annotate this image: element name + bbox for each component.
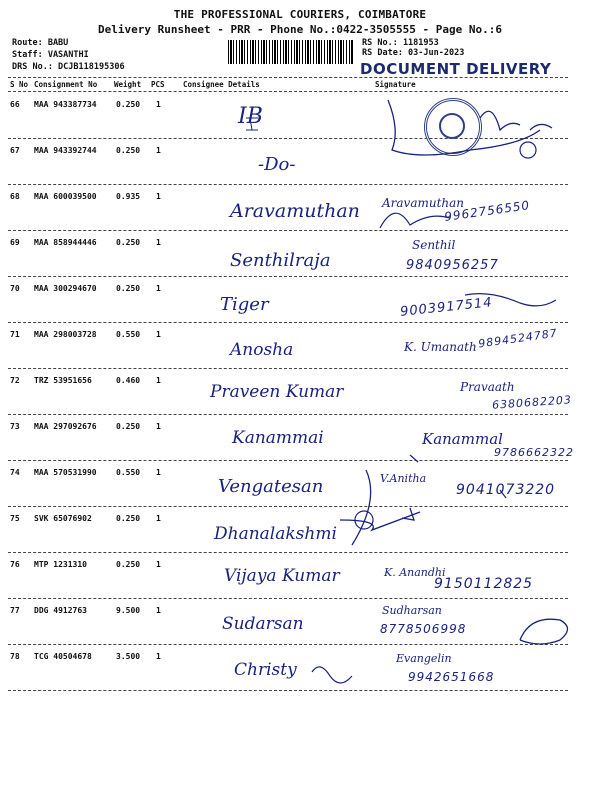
row-pcs: 1 — [156, 514, 161, 523]
initial-mark — [312, 667, 352, 683]
row-consignment: MAA 858944446 — [34, 238, 97, 247]
row-sno: 78 — [10, 652, 20, 661]
row-weight: 0.250 — [116, 514, 141, 523]
row-consignee: Praveen Kumar — [210, 382, 344, 402]
circle-mark — [520, 142, 536, 158]
row-signature: Aravamuthan — [382, 196, 465, 210]
row-sno: 70 — [10, 284, 20, 293]
row-phone: 9786662322 — [494, 446, 574, 459]
row-signature: K. Anandhi — [384, 566, 446, 579]
row-signature: Kanammal — [422, 430, 503, 448]
row-pcs: 1 — [156, 468, 161, 477]
row-consignee: Kanammai — [232, 428, 324, 448]
row-consignee: Anosha — [230, 340, 294, 360]
route-label: Route: BABU — [12, 38, 69, 48]
row-weight: 0.460 — [116, 376, 141, 385]
row-consignee: Aravamuthan — [230, 200, 360, 222]
row-pcs: 1 — [156, 330, 161, 339]
row-sno: 71 — [10, 330, 20, 339]
row-weight: 0.250 — [116, 422, 141, 431]
runsheet-subtitle: Delivery Runsheet - PRR - Phone No.:0422-3505555 - Page No.:6 — [98, 23, 502, 36]
row-pcs: 1 — [156, 652, 161, 661]
col-consignment: Consignment No — [34, 80, 98, 89]
row-sno: 73 — [10, 422, 20, 431]
row-phone: 9041073220 — [456, 482, 556, 498]
row-weight: 0.935 — [116, 192, 141, 201]
loop-mark — [520, 619, 568, 644]
row-signature: Evangelin — [396, 652, 452, 665]
row-phone: 9894524787 — [477, 326, 559, 351]
arrowhead-mark — [402, 508, 414, 520]
row-sno: 77 — [10, 606, 20, 615]
row-weight: 0.550 — [116, 468, 141, 477]
row-sno: 68 — [10, 192, 20, 201]
row-phone: 9003917514 — [399, 295, 494, 320]
row-consignment: MAA 600039500 — [34, 192, 97, 201]
row-signature: Sudharsan — [382, 604, 442, 617]
row-pcs: 1 — [156, 422, 161, 431]
row-signature: K. Umanath — [404, 340, 477, 354]
row-consignment: TRZ 53951656 — [34, 376, 92, 385]
bracket-mark — [388, 100, 540, 155]
row-pcs: 1 — [156, 284, 161, 293]
circle-mark — [355, 511, 373, 529]
row-consignment: MAA 297092676 — [34, 422, 97, 431]
row-consignment: DDG 4912763 — [34, 606, 87, 615]
row-phone: 9150112825 — [434, 576, 534, 592]
row-consignee: Vijaya Kumar — [224, 566, 340, 586]
signature-scribble — [465, 294, 556, 306]
row-consignee: -Do- — [258, 154, 296, 175]
row-weight: 3.500 — [116, 652, 141, 661]
row-phone: 9962756550 — [443, 198, 531, 224]
row-pcs: 1 — [156, 560, 161, 569]
row-consignment: TCG 40504678 — [34, 652, 92, 661]
row-consignee: IB — [238, 104, 263, 129]
seal-signature-mark — [480, 111, 552, 130]
col-consignee: Consignee Details — [183, 80, 260, 89]
col-pcs: PCS — [151, 80, 165, 89]
row-sno: 67 — [10, 146, 20, 155]
row-consignee: Sudarsan — [222, 614, 304, 634]
row-consignment: MAA 943387734 — [34, 100, 97, 109]
row-weight: 0.250 — [116, 146, 141, 155]
tick-mark — [410, 455, 506, 498]
document-delivery-stamp: DOCUMENT DELIVERY — [360, 60, 552, 78]
staff-label: Staff: VASANTHI — [12, 50, 89, 60]
row-signature: V.Anitha — [380, 472, 427, 485]
row-weight: 0.250 — [116, 284, 141, 293]
rs-date: RS Date: 03-Jun-2023 — [362, 48, 465, 58]
row-phone: 6380682203 — [491, 393, 573, 412]
row-pcs: 1 — [156, 238, 161, 247]
row-sno: 66 — [10, 100, 20, 109]
signature-scribble — [380, 213, 450, 228]
row-sno: 76 — [10, 560, 20, 569]
row-pcs: 1 — [156, 376, 161, 385]
row-sno: 74 — [10, 468, 20, 477]
row-consignment: MAA 300294670 — [34, 284, 97, 293]
row-consignee: Senthilraja — [230, 250, 331, 271]
row-consignee: Vengatesan — [218, 476, 324, 497]
row-consignee: Christy — [234, 660, 297, 680]
row-consignment: SVK 65076902 — [34, 514, 92, 523]
row-weight: 9.500 — [116, 606, 141, 615]
drs-number: DRS No.: DCJB118195306 — [12, 62, 125, 72]
row-consignment: MAA 298003728 — [34, 330, 97, 339]
row-consignee: Dhanalakshmi — [214, 524, 337, 544]
row-phone: 9942651668 — [408, 670, 495, 684]
row-consignee: Tiger — [220, 294, 269, 315]
row-pcs: 1 — [156, 192, 161, 201]
col-signature: Signature — [375, 80, 416, 89]
row-pcs: 1 — [156, 100, 161, 109]
row-consignment: MAA 570531990 — [34, 468, 97, 477]
row-consignment: MTP 1231310 — [34, 560, 87, 569]
row-sno: 75 — [10, 514, 20, 523]
row-weight: 0.550 — [116, 330, 141, 339]
stroke-mark — [246, 118, 258, 130]
row-pcs: 1 — [156, 606, 161, 615]
row-signature: Senthil — [412, 238, 456, 252]
arrow-mark — [340, 470, 420, 545]
row-consignment: MAA 943392744 — [34, 146, 97, 155]
row-weight: 0.250 — [116, 560, 141, 569]
row-signature: Pravaath — [460, 380, 515, 394]
row-weight: 0.250 — [116, 100, 141, 109]
row-sno: 69 — [10, 238, 20, 247]
row-weight: 0.250 — [116, 238, 141, 247]
company-title: THE PROFESSIONAL COURIERS, COIMBATORE — [173, 8, 427, 21]
row-sno: 72 — [10, 376, 20, 385]
col-sno: S No — [10, 80, 29, 89]
row-pcs: 1 — [156, 146, 161, 155]
col-weight: Weight — [114, 80, 142, 89]
row-phone: 8778506998 — [380, 622, 467, 636]
rs-number: RS No.: 1181953 — [362, 38, 439, 48]
row-phone: 9840956257 — [406, 258, 499, 273]
